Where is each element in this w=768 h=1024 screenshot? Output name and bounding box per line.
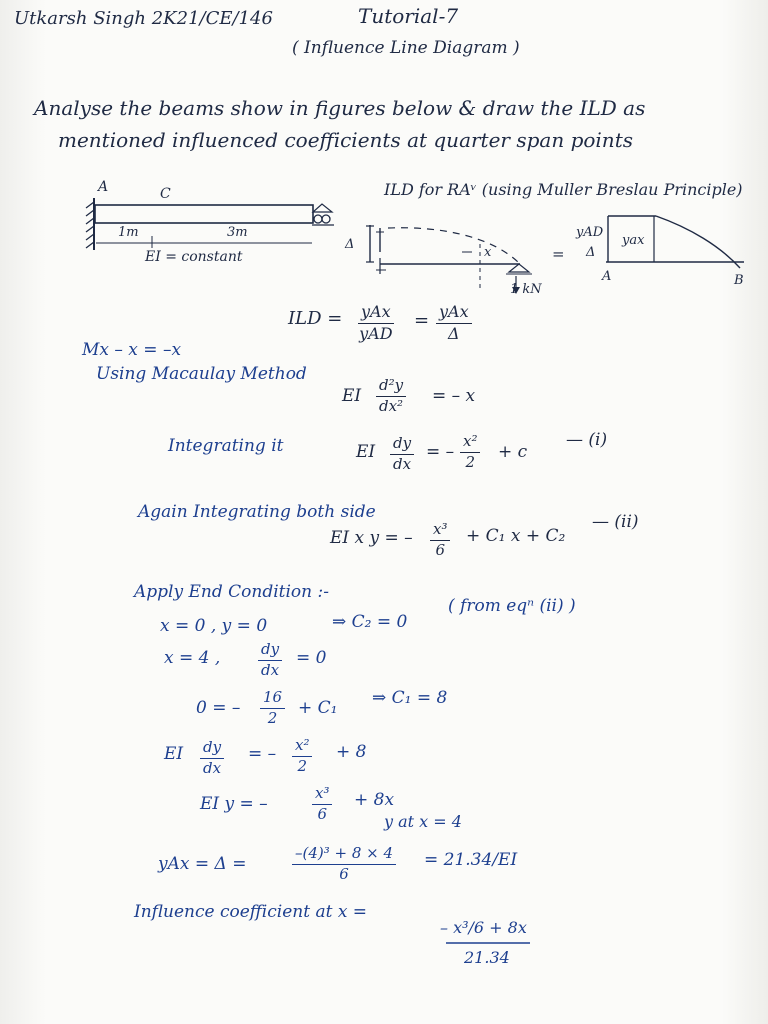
ild-eq-f1-num: yAx xyxy=(358,304,394,324)
condition-2-pre: x = 4 , xyxy=(164,648,221,668)
step5-mid: = – xyxy=(248,744,277,764)
ild-x-label: x xyxy=(484,245,492,260)
step5-den2: 2 xyxy=(297,756,308,775)
ild-load-label: 1 kN xyxy=(510,282,542,297)
ild-eq-fraction-1 xyxy=(358,304,394,343)
ild-label-a: A xyxy=(602,269,612,284)
step2-den2: 2 xyxy=(465,452,476,471)
condition-1-note: ( from eqⁿ (ii) ) xyxy=(448,596,576,616)
step4-den: 2 xyxy=(267,708,278,727)
step2-fraction-1 xyxy=(390,436,414,473)
ild-eq-f2-num: yAx xyxy=(436,304,472,324)
step6-den: 6 xyxy=(317,804,328,823)
step2-fraction-2 xyxy=(460,434,480,471)
condition-2-den: dx xyxy=(261,660,280,679)
ild-eq-fraction-2 xyxy=(436,304,472,343)
step7-num: –(4)³ + 8 × 4 xyxy=(292,846,396,865)
beam-label-c: C xyxy=(160,186,171,202)
step6-rhs: + 8x xyxy=(354,790,395,810)
condition-1-result: ⇒ C₂ = 0 xyxy=(332,612,408,632)
step2-tag: — (i) xyxy=(566,430,608,450)
again-integrating-label: Again Integrating both side xyxy=(138,502,376,522)
influence-coefficient-denominator: 21.34 xyxy=(464,948,510,967)
ild-yad-label: yAD xyxy=(576,225,604,240)
step4-pre: 0 = – xyxy=(196,698,241,718)
ild-eq-lhs: ILD = xyxy=(288,308,343,329)
ild-equals: = xyxy=(552,245,565,263)
condition-2-rhs: = 0 xyxy=(296,648,327,668)
step3-den: 6 xyxy=(435,540,446,559)
step5-fraction-1 xyxy=(200,740,224,777)
integrating-label: Integrating it xyxy=(168,436,284,456)
ild-yad-delta: Δ xyxy=(586,245,596,260)
step6-pre: EI y = – xyxy=(200,794,268,814)
beam-length-2: 3m xyxy=(227,225,248,240)
step5-fraction-2 xyxy=(292,738,312,775)
moment-equation: Mx – x = –x xyxy=(82,340,182,360)
step3-fraction xyxy=(430,522,450,559)
step7-den: 6 xyxy=(339,864,349,883)
step4-result: ⇒ C₁ = 8 xyxy=(372,688,448,708)
step3-rhs: + C₁ x + C₂ xyxy=(466,526,566,546)
ild-heading: ILD for RAᵛ (using Muller Breslau Principle) xyxy=(384,180,743,199)
step2-pre: EI xyxy=(356,442,376,462)
ild-eq-f1-den: yAD xyxy=(359,323,393,343)
ild-eq-equals: = xyxy=(414,310,430,331)
step7-rhs: = 21.34/EI xyxy=(424,850,518,870)
influence-coefficient-numerator: – x³/6 + 8x xyxy=(440,918,527,937)
ild-label-b: B xyxy=(734,273,744,288)
condition-2-fraction xyxy=(258,642,282,679)
step5-den: dx xyxy=(203,758,222,777)
step6-fraction xyxy=(312,786,332,823)
step5-num2: x² xyxy=(292,738,312,757)
ild-delta-label: Δ xyxy=(345,237,355,252)
beam-length-1: 1m xyxy=(118,225,139,240)
step7-fraction xyxy=(292,846,396,883)
macaulay-heading: Using Macaulay Method xyxy=(96,364,307,384)
step2-num2: x² xyxy=(460,434,480,453)
step1-fraction xyxy=(376,378,406,415)
condition-1: x = 0 , y = 0 xyxy=(160,616,268,636)
problem-line-1: Analyse the beams show in figures below & draw the ILD as xyxy=(34,96,646,120)
page-subtitle: ( Influence Line Diagram ) xyxy=(292,38,520,58)
page-title: Tutorial-7 xyxy=(358,4,459,28)
step4-rhs: + C₁ xyxy=(298,698,338,718)
step4-num: 16 xyxy=(260,690,285,709)
step3-tag: — (ii) xyxy=(592,512,639,532)
step2-rhs: + c xyxy=(498,442,528,462)
step4-fraction xyxy=(260,690,285,727)
step6-num: x³ xyxy=(312,786,332,805)
problem-line-2: mentioned influenced coefficients at quarter span points xyxy=(58,128,633,152)
y-at-x-4: y at x = 4 xyxy=(384,812,462,831)
step1-num: d²y xyxy=(376,378,406,397)
step5-rhs: + 8 xyxy=(336,742,367,762)
ild-eq-f2-den: Δ xyxy=(448,323,460,343)
step1-pre: EI xyxy=(342,386,362,406)
apply-end-condition-label: Apply End Condition :- xyxy=(134,582,329,602)
step2-mid: = – xyxy=(426,442,455,462)
step3-num: x³ xyxy=(430,522,450,541)
step5-pre: EI xyxy=(164,744,184,764)
step2-den: dx xyxy=(393,454,412,473)
beam-ei-note: EI = constant xyxy=(145,249,243,265)
beam-label-a: A xyxy=(98,179,109,195)
step2-num: dy xyxy=(390,436,414,455)
step1-rhs: = – x xyxy=(432,386,476,406)
step1-den: dx² xyxy=(379,396,404,415)
ild-yax-label: yax xyxy=(622,233,645,248)
influence-coefficient-label: Influence coefficient at x = xyxy=(134,902,368,922)
step5-num: dy xyxy=(200,740,224,759)
step7-pre: yAx = Δ = xyxy=(158,854,247,874)
author-line: Utkarsh Singh 2K21/CE/146 xyxy=(14,8,273,29)
step3-pre: EI x y = – xyxy=(330,528,413,548)
condition-2-num: dy xyxy=(258,642,282,661)
